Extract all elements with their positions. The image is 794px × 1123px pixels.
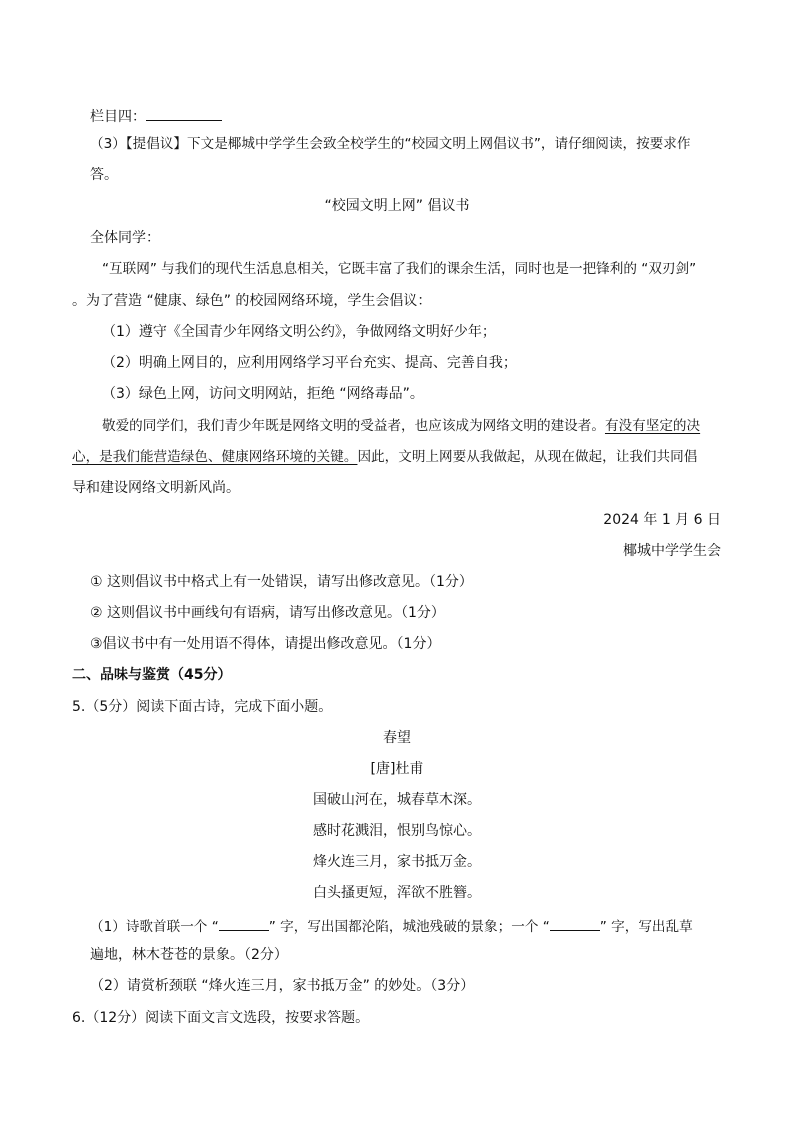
letter-p2-line1 [102, 416, 700, 436]
q3-line1: （3）【提倡议】下文是椰城中学学生会致全校学生的“校园文明上网倡议书”，请仔细阅读，按要求作 [90, 136, 691, 152]
letter-item2: （2）明确上网目的，应利用网络学习平台充实、提高、完善自我； [102, 355, 517, 371]
letter-p2-plain1: 敬爱的同学们，我们青少年既是网络文明的受益者，也应该成为网络文明的建设者。 [102, 418, 605, 434]
letter-date: 2024 年 1 月 6 日 [603, 512, 721, 528]
poem-line-4: 白头搔更短，浑欲不胜簪。 [313, 885, 481, 901]
q5-sub1-line1 [90, 914, 693, 937]
poem-author: [唐]杜甫 [370, 761, 424, 777]
letter-p1-line1: “互联网” 与我们的现代生活息息相关，它既丰富了我们的课余生活，同时也是一把锋利的 “双刃剑” [102, 261, 697, 277]
underlined-sentence-part2: 心，是我们能营造绿色、健康网络环境的关键。 [72, 449, 358, 465]
q5-sub1-part-a: （1）诗歌首联一个 “ [90, 919, 219, 935]
q5-sub1-line2: 遍地，林木苍苍的景象。（2分） [90, 947, 288, 963]
letter-p1-line2: 。为了营造 “健康、绿色” 的校园网络环境，学生会倡议： [72, 293, 432, 309]
q3-line2: 答。 [90, 167, 118, 183]
poem-title: 春望 [383, 730, 411, 746]
column4-answer-blank[interactable] [146, 104, 222, 121]
poem-line-2: 感时花溅泪，恨别鸟惊心。 [313, 823, 481, 839]
q5-sub2: （2）请赏析颈联 “烽火连三月，家书抵万金” 的妙处。（3分） [90, 978, 475, 994]
letter-item1: （1）遵守《全国青少年网络文明公约》，争做网络文明好少年； [102, 324, 496, 340]
letter-p2-line3: 导和建设网络文明新风尚。 [72, 480, 240, 496]
subquestion-2: ② 这则倡议书中画线句有语病，请写出修改意见。（1分） [90, 605, 445, 621]
letter-title: “校园文明上网” 倡议书 [324, 198, 470, 214]
q5-blank-2[interactable] [550, 914, 600, 931]
letter-signature: 椰城中学学生会 [623, 543, 721, 559]
section2-heading: 二、品味与鉴赏（45分） [72, 667, 232, 683]
poem-line-3: 烽火连三月，家书抵万金。 [313, 854, 481, 870]
q5-blank-1[interactable] [219, 914, 269, 931]
q5-stem: 5.（5分）阅读下面古诗，完成下面小题。 [72, 699, 333, 715]
letter-p2-plain2: 因此，文明上网要从我做起，从现在做起，让我们共同倡 [357, 449, 698, 465]
underlined-sentence-part1: 有没有坚定的决 [604, 418, 701, 434]
letter-salutation: 全体同学： [90, 230, 160, 246]
column4-line [90, 104, 222, 127]
subquestion-3: ③倡议书中有一处用语不得体，请提出修改意见。（1分） [90, 636, 441, 652]
q5-sub1-part-b: ” 字，写出国都沦陷，城池残破的景象；一个 “ [268, 919, 550, 935]
q5-sub1-part-c: ” 字，写出乱草 [599, 919, 693, 935]
subquestion-1: ① 这则倡议书中格式上有一处错误，请写出修改意见。（1分） [90, 574, 473, 590]
letter-item3: （3）绿色上网，访问文明网站，拒绝 “网络毒品”。 [102, 386, 424, 402]
column4-label: 栏目四： [90, 109, 146, 125]
q6-stem: 6.（12分）阅读下面文言文选段，按要求答题。 [72, 1010, 370, 1026]
poem-line-1: 国破山河在，城春草木深。 [313, 792, 481, 808]
letter-p2-line2 [72, 447, 697, 467]
